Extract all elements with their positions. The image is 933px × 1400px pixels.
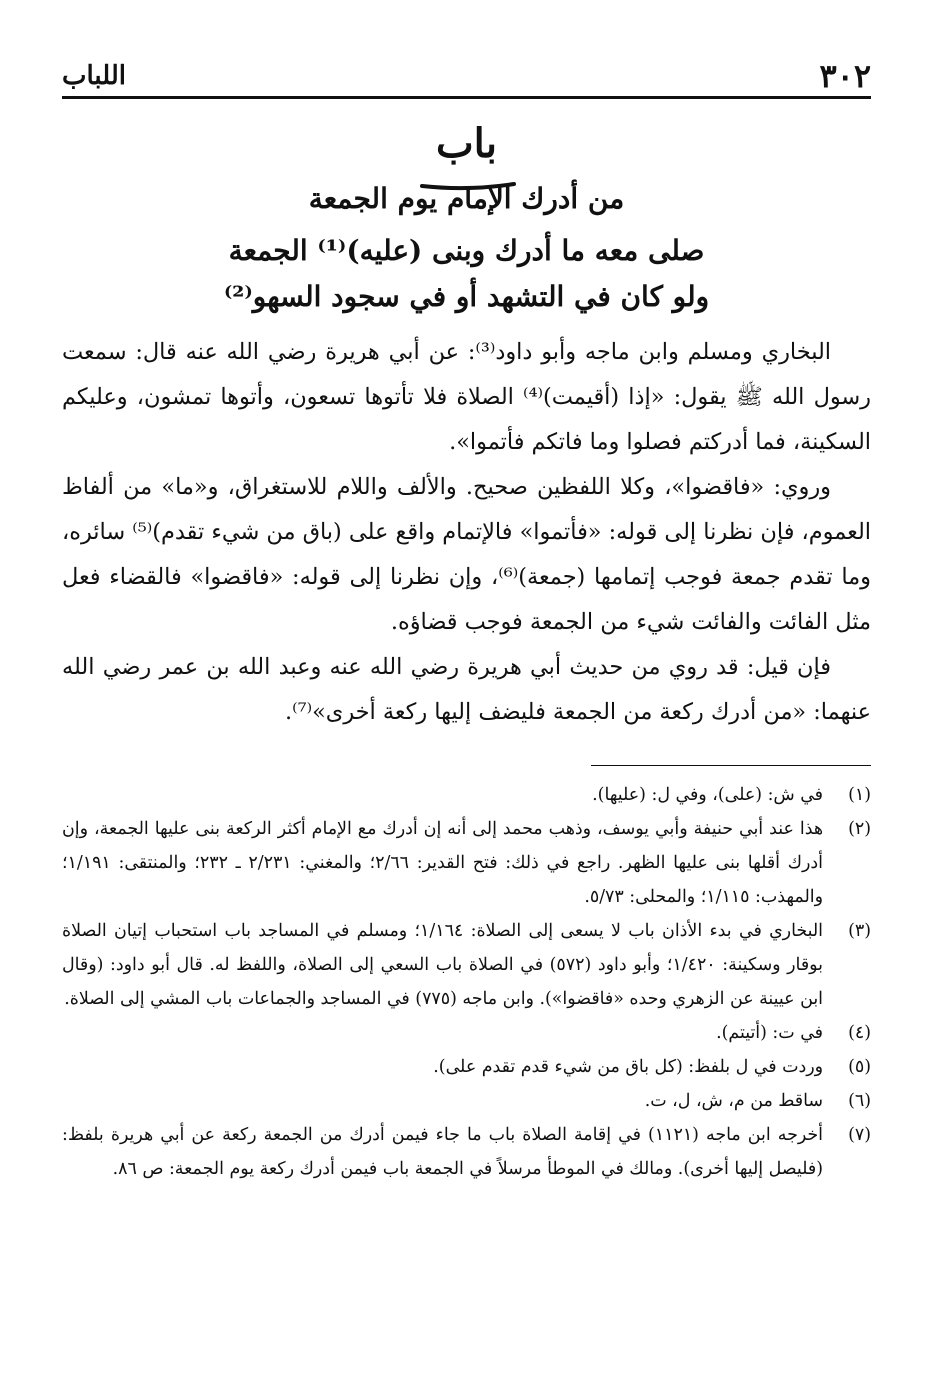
running-header	[62, 55, 871, 99]
footnote-number: (٢)	[848, 819, 871, 839]
chapter-title-line-3: ولو كان في التشهد أو في سجود السهو⁽²⁾	[223, 280, 710, 313]
footnote-text: البخاري في بدء الأذان باب لا يسعى إلى الصلاة: ١/١٦٤؛ ومسلم في المساجد باب استحباب إتيان الصلاة بوقار وسكينة: ١/٤٢٠؛ وأبو داود (٥٧٢) في الصلاة باب السعي إلى الصلاة، واللفظ له. قال أبو داود: (وقال ابن عيينة عن الزهري وحده «فاقضوا»). وابن ماجه (٧٧٥) في المساجد والجماعات باب المشي إلى الصلاة.	[62, 921, 823, 1009]
footnote-text: وردت في ل بلفظ: (كل باق من شيء قدم تقدم على).	[433, 1057, 823, 1077]
footnote	[62, 1084, 871, 1118]
footnote	[62, 1016, 871, 1050]
main-text	[62, 330, 871, 735]
footnote	[62, 914, 871, 1016]
footnote-number: (٦)	[848, 1091, 871, 1111]
footnote	[62, 778, 871, 812]
paragraph: وروي: «فاقضوا»، وكلا اللفظين صحيح. والألف واللام للاستغراق، و«ما» من ألفاظ العموم، فإن نظرنا إلى قوله: «فأتموا» فالإتمام واقع على (باق من شيء تقدم)⁽⁵⁾ سائره، وما تقدم جمعة فوجب إتمامها (جمعة)⁽⁶⁾، وإن نظرنا إلى قوله: «فاقضوا» فالقضاء فعل مثل الفائت والفائت شيء من الجمعة فوجب قضاؤه.	[62, 474, 871, 635]
footnote	[62, 1118, 871, 1186]
footnote-number: (١)	[848, 785, 871, 805]
book-title: اللباب	[62, 61, 126, 91]
footnote-text: هذا عند أبي حنيفة وأبي يوسف، وذهب محمد إلى أنه إن أدرك مع الإمام أكثر الركعة بنى عليها الجمعة، وإن أدرك أقلها بنى عليها الظهر. راجع في ذلك: فتح القدير: ٢/٦٦؛ والمغني: ٢/٢٣١ ـ ٢٣٢؛ والمنتقى: ١/١٩١؛ والمهذب: ١/١١٥؛ والمحلى: ٥/٧٣.	[62, 819, 823, 907]
paragraph: البخاري ومسلم وابن ماجه وأبو داود⁽³⁾: عن أبي هريرة رضي الله عنه قال: سمعت رسول الله ﷺ يقول: «إذا (أقيمت)⁽⁴⁾ الصلاة فلا تأتوها تسعون، وأتوها تمشون، وعليكم السكينة، فما أدركتم فصلوا وما فاتكم فأتموا».	[62, 339, 871, 455]
footnote	[62, 1050, 871, 1084]
footnotes	[62, 778, 871, 1186]
chapter-title-line-1: من أدرك الإمام يوم الجمعة	[308, 182, 625, 215]
footnote-number: (٤)	[848, 1023, 871, 1043]
footnote	[62, 812, 871, 914]
chapter-title-line-2: صلى معه ما أدرك وبنى (عليه)⁽¹⁾ الجمعة	[228, 234, 705, 267]
header-rule	[62, 96, 871, 99]
chapter-label: باب	[436, 120, 497, 167]
footnote-text: في ت: (أتيتم).	[716, 1023, 823, 1043]
footnote-number: (٥)	[848, 1057, 871, 1077]
paragraph: فإن قيل: قد روي من حديث أبي هريرة رضي الله عنه وعبد الله بن عمر رضي الله عنهما: «من أدرك ركعة من الجمعة فليضف إليها ركعة أخرى»⁽⁷⁾.	[62, 654, 871, 725]
footnote-text: أخرجه ابن ماجه (١١٢١) في إقامة الصلاة باب ما جاء فيمن أدرك من الجمعة ركعة عن أبي هريرة بلفظ: (فليصل إليها أخرى). ومالك في الموطأ مرسلاً في الجمعة باب فيمن أدرك ركعة يوم الجمعة: ص ٨٦.	[62, 1125, 824, 1179]
page-number: ٣٠٢	[819, 57, 871, 95]
footnote-text: ساقط من م، ش، ل، ت.	[644, 1091, 823, 1111]
footnote-number: (٣)	[848, 921, 871, 941]
footnote-number: (٧)	[848, 1125, 871, 1145]
footnote-text: في ش: (على)، وفي ل: (عليها).	[592, 785, 823, 805]
footnote-separator	[591, 765, 871, 766]
